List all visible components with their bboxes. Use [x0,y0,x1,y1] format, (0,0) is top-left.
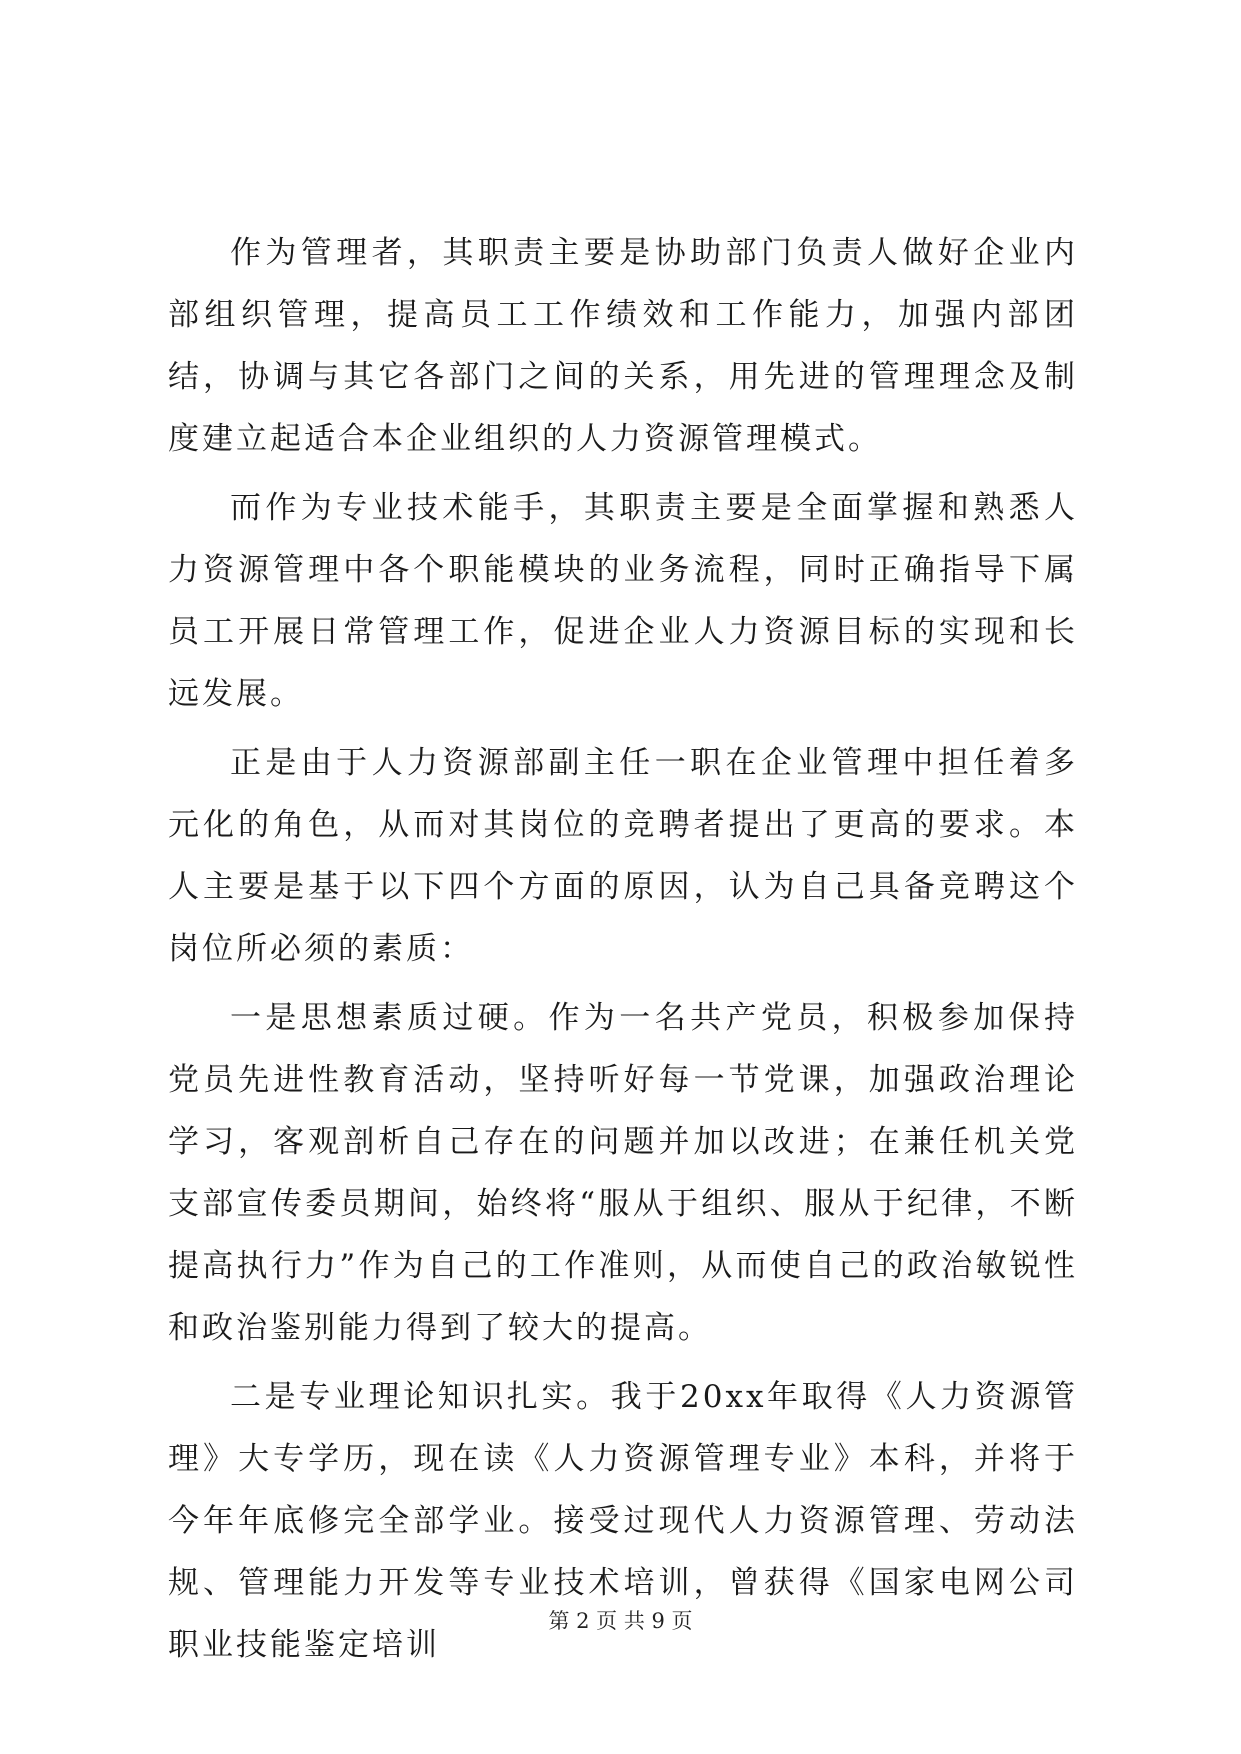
paragraph-technical-duties: 而作为专业技术能手，其职责主要是全面掌握和熟悉人力资源管理中各个职能模块的业务流程，同时正确指导下属员工开展日常管理工作，促进企业人力资源目标的实现和长远发展。 [168,490,1078,712]
paragraph-role-requirements: 正是由于人力资源部副主任一职在企业管理中担任着多元化的角色，从而对其岗位的竞聘者提出了更高的要求。本人主要是基于以下四个方面的原因，认为自己具备竞聘这个岗位所必须的素质： [168,745,1078,967]
document-body [168,222,1078,1683]
paragraph-professional-knowledge: 二是专业理论知识扎实。我于20xx年取得《人力资源管理》大专学历，现在读《人力资源管理专业》本科，并将于今年年底修完全部学业。接受过现代人力资源管理、劳动法规、管理能力开发等专业技术培训，曾获得《国家电网公司职业技能鉴定培训 [168,1379,1078,1663]
paragraph-manager-duties: 作为管理者，其职责主要是协助部门负责人做好企业内部组织管理，提高员工工作绩效和工作能力，加强内部团结，协调与其它各部门之间的关系，用先进的管理理念及制度建立起适合本企业组织的人力资源管理模式。 [168,235,1078,457]
page-number-footer: 第 2 页 共 9 页 [548,1609,693,1633]
paragraph-ideological-quality: 一是思想素质过硬。作为一名共产党员，积极参加保持党员先进性教育活动，坚持听好每一节党课，加强政治理论学习，客观剖析自己存在的问题并加以改进；在兼任机关党支部宣传委员期间，始终将“服从于组织、服从于纪律，不断提高执行力”作为自己的工作准则，从而使自己的政治敏锐性和政治鉴别能力得到了较大的提高。 [168,1000,1078,1346]
